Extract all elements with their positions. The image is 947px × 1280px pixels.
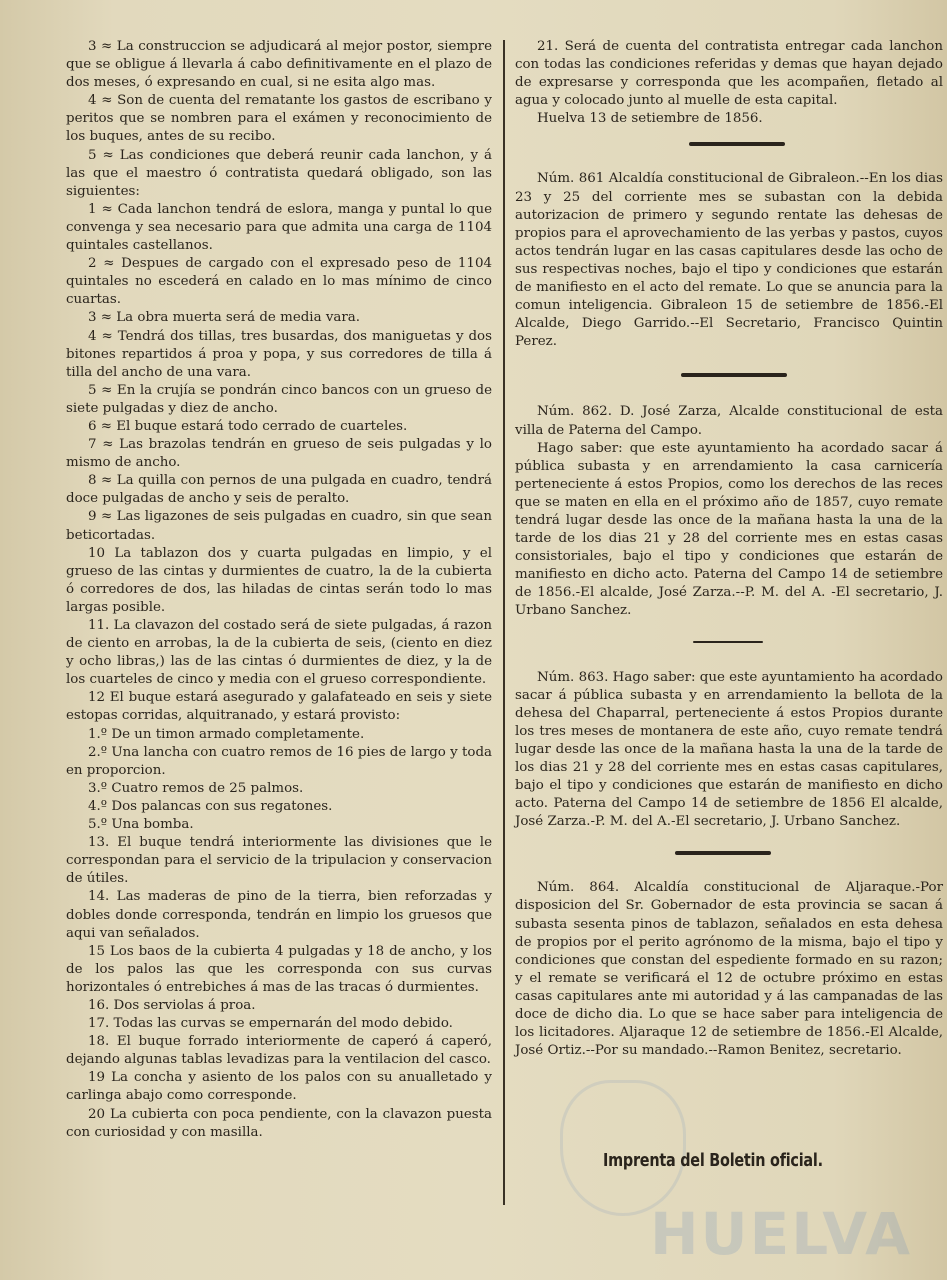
provision-4: 4.º Dos palancas con sus regatones.	[88, 798, 333, 814]
provision-5: 5.º Una bomba.	[88, 817, 194, 833]
clause-5: 5 ≈ Las condiciones que deberá reunir cada lanchon, y á las que el maestro ó contratista quedará obligado, son las siguientes:	[66, 147, 492, 199]
provision-3: 3.º Cuatro remos de 25 palmos.	[88, 780, 304, 796]
notice-862-heading: Núm. 862. D. José Zarza, Alcalde constitucional de esta villa de Paterna del Campo.	[515, 404, 943, 438]
provision-2: 2.º Una lancha con cuatro remos de 16 pies de largo y toda en proporcion.	[66, 744, 492, 778]
separator-rule	[515, 851, 943, 857]
condition-15: 15 Los baos de la cubierta 4 pulgadas y 18 de ancho, y los de los palos las que les corresponda con sus curvas horizontales ó entrebiches á mas de las tracas ó durmientes.	[66, 943, 492, 995]
condition-20: 20 La cubierta con poca pendiente, con la clavazon puesta con curiosidad y con masilla.	[66, 1106, 492, 1140]
clause-3: 3 ≈ La construccion se adjudicará al mejor postor, siempre que se obligue á llevarla á cabo definitivamente en el plazo de dos meses, ó expresando en cual, si ne esita algo mas.	[66, 39, 492, 91]
condition-19: 19 La concha y asiento de los palos con su anualletado y carlinga abajo como corresponde.	[66, 1070, 492, 1104]
condition-17: 17. Todas las curvas se empernarán del modo debido.	[88, 1016, 453, 1032]
condition-16: 16. Dos serviolas á proa.	[88, 997, 256, 1013]
condition-4: 4 ≈ Tendrá dos tillas, tres busardas, dos maniguetas y dos bitones repartidos á proa y popa, y sus corredores de tilla á tilla del ancho de una vara.	[66, 328, 492, 380]
condition-11: 11. La clavazon del costado será de siete pulgadas, á razon de ciento en arrobas, la de la cubierta de seis, (ciento en diez y ocho libras,) las de las cintas ó durmientes de diez, y la de los cuarteles de cinco y media con el grueso correspondiente.	[66, 618, 492, 688]
condition-1: 1 ≈ Cada lanchon tendrá de eslora, manga y puntal lo que convenga y sea necesario para que admita una carga de 1104 quintales castellanos.	[66, 201, 492, 254]
separator-rule	[515, 142, 943, 148]
condition-10: 10 La tablazon dos y cuarta pulgadas en limpio, y el grueso de las cintas y durmientes de cuatro, la de la cubierta ó corredores de dos, las hiladas de cintas serán todo lo mas largas posible.	[66, 545, 492, 615]
condition-8: 8 ≈ La quilla con pernos de una pulgada en cuadro, tendrá doce pulgadas de ancho y seis de peralto.	[66, 473, 492, 507]
condition-3: 3 ≈ La obra muerta será de media vara.	[88, 310, 361, 326]
notice-861: Núm. 861 Alcaldía constitucional de Gibraleon.--En los dias 23 y 25 del corriente mes se subastan con la debida autorizacion de primero y segundo rentate las dehesas de propios para el aprovechamiento de las yerbas y pastos, cuyos actos tendrán lugar en las casas capitulares desde las ocho de sus respectivas noches, bajo el tipo y condiciones que estarán de manifiesto en el acto del remate. Lo que se anuncia para la comun inteligencia. Gibraleon 15 de setiembre de 1856.-El Alcalde, Diego Garrido.--El Secretario, Francisco Quintin Perez.	[515, 171, 943, 350]
clause-21: 21. Será de cuenta del contratista entregar cada lanchon con todas las condiciones referidas y demas que hayan dejado de expresarse y corresponda que les acompañen, fletado al agua y colocado junto al muelle de esta capital.	[515, 39, 943, 109]
left-column	[66, 38, 492, 1142]
condition-18: 18. El buque forrado interiormente de caperó á caperó, dejando algunas tablas levadizas para la ventilacion del casco.	[66, 1034, 492, 1068]
condition-13: 13. El buque tendrá interiormente las divisiones que le correspondan para el servicio de la tripulacion y conservacion de útiles.	[66, 835, 492, 887]
condition-14: 14. Las maderas de pino de la tierra, bien reforzadas y dobles donde corresponda, tendrán en limpio los gruesos que aqui van señalados.	[66, 889, 492, 941]
imprint-line: Imprenta del Boletin oficial.	[603, 1150, 823, 1171]
condition-12: 12 El buque estará asegurado y galafateado en seis y siete estopas corridas, alquitranado, y estará provisto:	[66, 690, 492, 724]
condition-2: 2 ≈ Despues de cargado con el expresado peso de 1104 quintales no escederá en calado en lo mas mínimo de cinco cuartas.	[66, 256, 492, 308]
condition-9: 9 ≈ Las ligazones de seis pulgadas en cuadro, sin que sean beticortadas.	[66, 509, 492, 543]
notice-862-body: Hago saber: que este ayuntamiento ha acordado sacar á pública subasta y en arrendamiento la casa carnicería perteneciente á estos Propios, como los derechos de las reces que se maten en ella en el próximo año de 1857, cuyo remate tendrá lugar desde las once de la mañana hasta la una de la tarde de los dias 21 y 28 del corriente mes en estas casas consistoriales, bajo el tipo y condiciones que estarán de manifiesto en dicho acto. Paterna del Campo 14 de setiembre de 1856.-El alcalde, José Zarza.--P. M. del A. -El secretario, J. Urbano Sanchez.	[515, 440, 943, 619]
clause-4: 4 ≈ Son de cuenta del rematante los gastos de escribano y peritos que se nombren para el exámen y reconocimiento de los buques, antes de su recibo.	[66, 93, 492, 145]
condition-6: 6 ≈ El buque estará todo cerrado de cuarteles.	[88, 418, 408, 434]
column-divider	[503, 40, 505, 1205]
huelva-watermark: HUELVA	[650, 1200, 913, 1268]
condition-7: 7 ≈ Las brazolas tendrán en grueso de seis pulgadas y lo mismo de ancho.	[66, 437, 492, 471]
separator-rule	[515, 373, 943, 379]
notice-863: Núm. 863. Hago saber: que este ayuntamiento ha acordado sacar á pública subasta y en arrendamiento la bellota de la dehesa del Chaparral, perteneciente á estos Propios durante los tres meses de montanera de este año, cuyo remate tendrá lugar desde las once de la mañana hasta la una de la tarde de los dias 21 y 28 del corriente mes en estas casas capitulares, bajo el tipo y condiciones que estarán de manifiesto en dicho acto. Paterna del Campo 14 de setiembre de 1856 El alcalde, José Zarza.-P. M. del A.-El secretario, J. Urbano Sanchez.	[515, 669, 943, 830]
provision-1: 1.º De un timon armado completamente.	[88, 726, 365, 742]
condition-5: 5 ≈ En la crujía se pondrán cinco bancos con un grueso de siete pulgadas y diez de ancho.	[66, 382, 492, 416]
notice-864: Núm. 864. Alcaldía constitucional de Aljaraque.-Por disposicion del Sr. Gobernador de esta provincia se sacan á subasta sesenta pinos de tablazon, señalados en esta dehesa de propios por el perito agrónomo de la misma, bajo el tipo y condiciones que constan del espediente formado en su razon; y el remate se verificará el 12 de octubre próximo en estas casas capitulares ante mi autoridad y á las campanadas de las doce de dicho dia. Lo que se hace saber para inteligencia de los licitadores. Aljaraque 12 de setiembre de 1856.-El Alcalde, José Ortiz.--Por su mandado.--Ramon Benitez, secretario.	[515, 880, 943, 1059]
seal-watermark-icon	[560, 1080, 686, 1216]
right-column	[515, 38, 943, 1060]
separator-rule	[515, 641, 943, 647]
huelva-date: Huelva 13 de setiembre de 1856.	[537, 111, 763, 127]
